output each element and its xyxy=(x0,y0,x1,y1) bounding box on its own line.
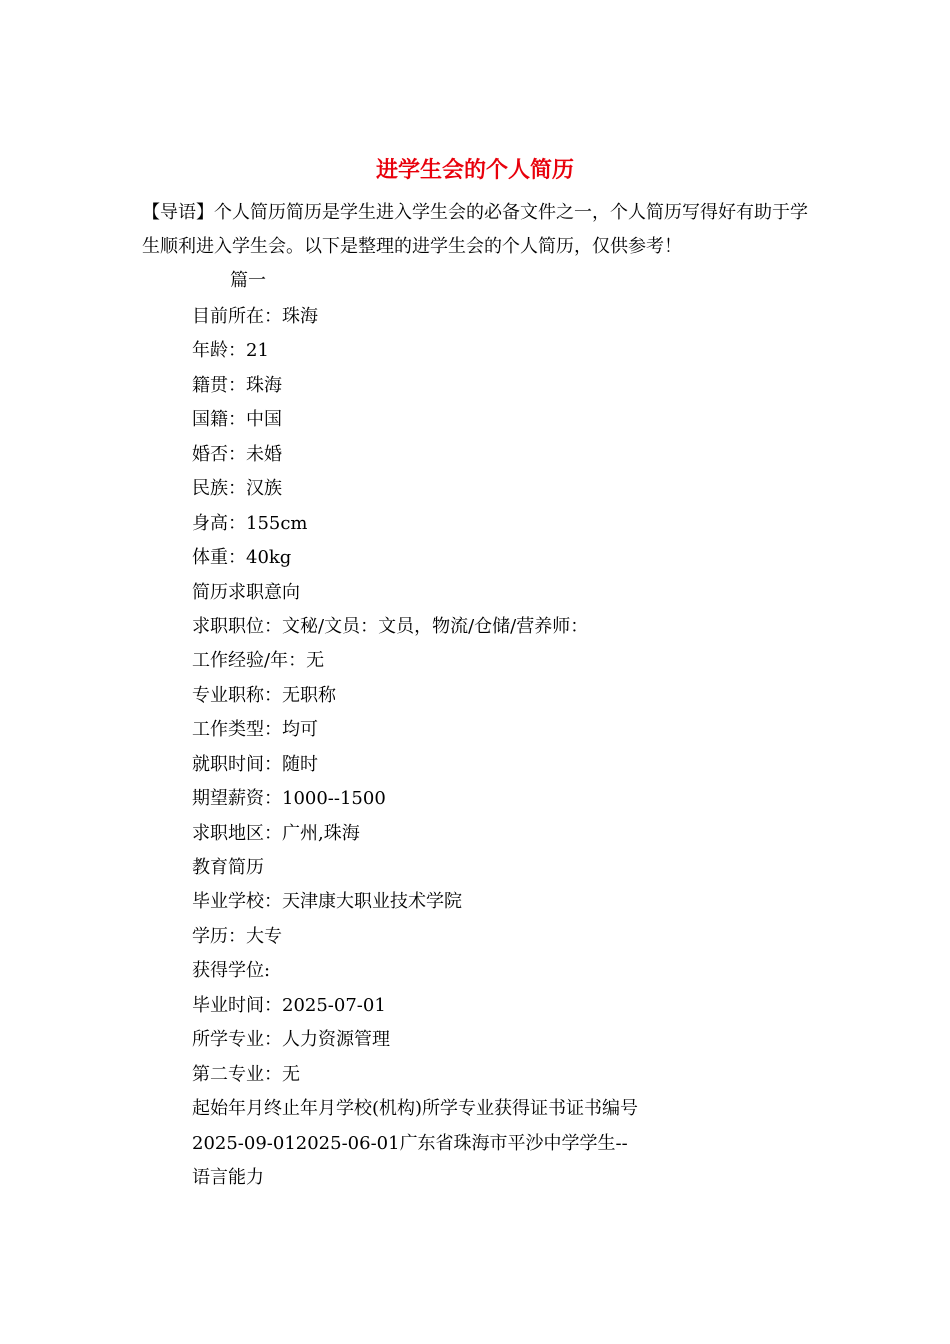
resume-line: 获得学位: xyxy=(192,960,271,982)
resume-line: 语言能力 xyxy=(192,1166,264,1188)
intro-paragraph: 【导语】个人简历简历是学生进入学生会的必备文件之一，个人简历写得好有助于学生顺利进入学生会。以下是整理的进学生会的个人简历，仅供参考！ xyxy=(142,202,808,257)
resume-line: 起始年月终止年月学校(机构)所学专业获得证书证书编号 xyxy=(192,1098,639,1120)
resume-line: 第二专业：无 xyxy=(192,1063,300,1085)
resume-line: 教育简历 xyxy=(192,857,264,878)
resume-line: 毕业学校：天津康大职业技术学院 xyxy=(192,891,462,913)
resume-line: 2025-09-012025-06-01广东省珠海市平沙中学学生-- xyxy=(192,1132,628,1154)
resume-line: 简历求职意向 xyxy=(192,581,300,603)
resume-lines xyxy=(192,300,892,1195)
resume-line: 籍贯：珠海 xyxy=(192,374,282,396)
resume-line: 婚否：未婚 xyxy=(192,443,282,465)
resume-line: 身高：155cm xyxy=(192,512,308,534)
resume-line: 求职职位：文秘/文员：文员，物流/仓储/营养师： xyxy=(192,615,589,637)
resume-line: 所学专业：人力资源管理 xyxy=(192,1029,390,1051)
resume-line: 就职时间：随时 xyxy=(192,753,318,775)
resume-line: 国籍：中国 xyxy=(192,409,282,431)
resume-line: 目前所在：珠海 xyxy=(192,306,318,327)
resume-line: 专业职称：无职称 xyxy=(192,684,336,706)
resume-line: 毕业时间：2025-07-01 xyxy=(192,994,386,1016)
resume-line: 体重：40kg xyxy=(192,547,292,569)
resume-line: 民族：汉族 xyxy=(192,478,282,500)
resume-line: 求职地区：广州,珠海 xyxy=(192,822,360,844)
resume-line: 学历：大专 xyxy=(192,925,282,947)
section-label: 篇一 xyxy=(230,270,266,291)
resume-line: 工作经验/年：无 xyxy=(192,650,325,672)
resume-line: 期望薪资：1000--1500 xyxy=(192,788,386,810)
resume-line: 年龄：21 xyxy=(192,340,269,362)
document-title: 进学生会的个人简历 xyxy=(375,157,574,183)
resume-line: 工作类型：均可 xyxy=(192,719,318,741)
